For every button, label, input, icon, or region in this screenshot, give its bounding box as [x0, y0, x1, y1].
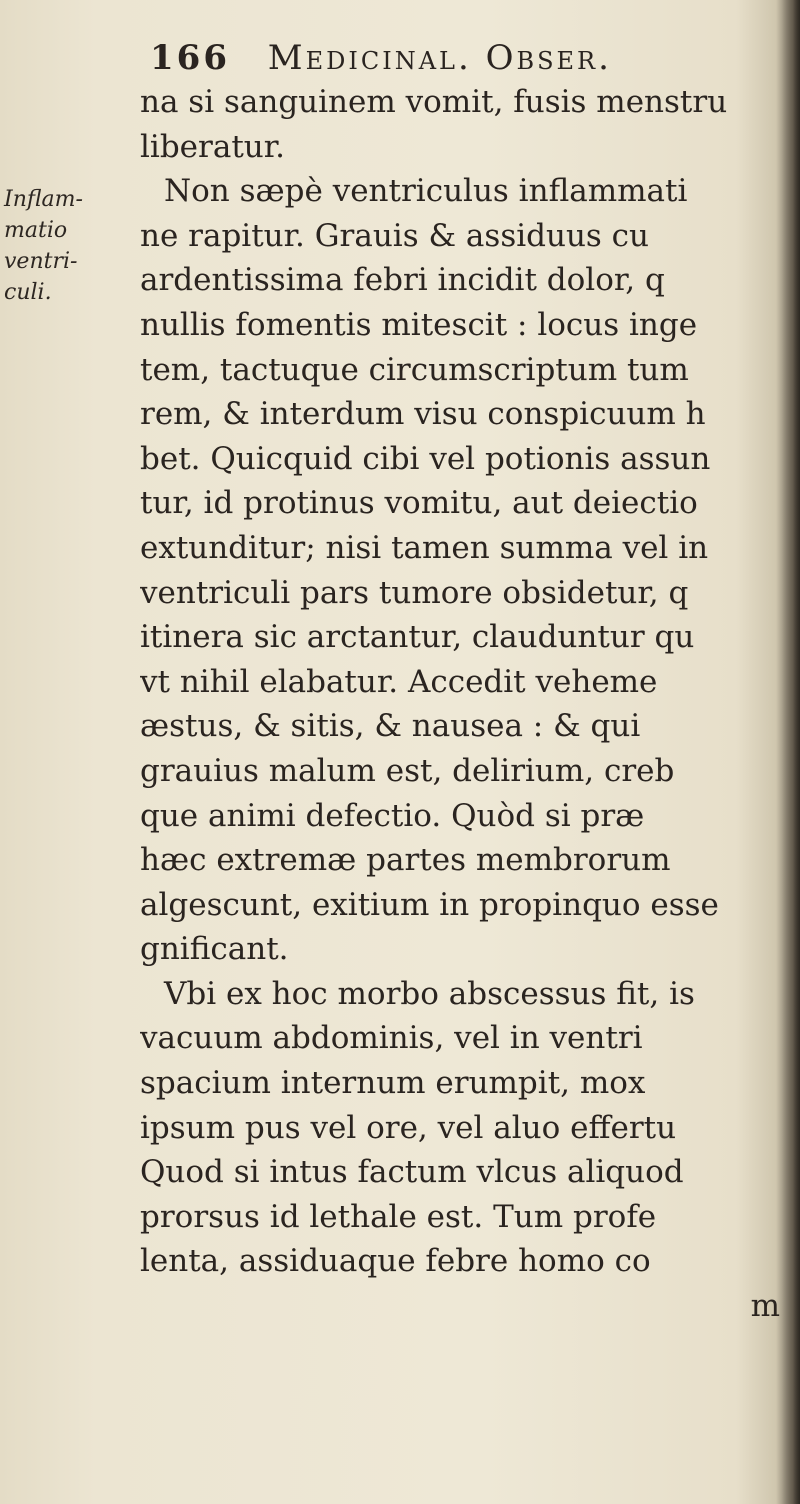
text-line: na si sanguinem vomit, fusis menstru	[140, 84, 728, 120]
paragraph-start-line: Non sæpè ventriculus inflammati	[164, 173, 688, 210]
text-line: hæc extremæ partes membrorum	[140, 842, 671, 879]
body-text	[140, 80, 780, 1329]
text-line: itinera sic arctantur, clauduntur qu	[140, 619, 695, 656]
text-line: ventriculi pars tumore obsidetur, q	[140, 574, 689, 611]
text-line: æstus, & sitis, & nausea : & qui	[140, 708, 641, 745]
text-line: gnificant.	[140, 931, 289, 968]
text-line: que animi defectio. Quòd si præ	[140, 797, 645, 834]
catchword: m	[750, 1288, 780, 1325]
text-line: ne rapitur. Grauis & assiduus cu	[140, 217, 650, 254]
page-gutter-shadow	[782, 0, 800, 1504]
text-line: tem, tactuque circumscriptum tum	[140, 351, 689, 388]
text-line: extunditur; nisi tamen summa vel in	[140, 529, 709, 566]
text-line: ipsum pus vel ore, vel aluo effertu	[140, 1109, 677, 1146]
text-line: tur, id protinus vomitu, aut deiectio	[140, 485, 698, 522]
text-line: nullis fomentis mitescit : locus inge	[140, 306, 698, 343]
text-line: bet. Quicquid cibi vel potionis assun	[140, 440, 711, 477]
text-line: ardentissima febri incidit dolor, q	[140, 262, 665, 299]
paragraph-start-line: Vbi ex hoc morbo abscessus fit, is	[164, 975, 695, 1012]
text-line: spacium internum erumpit, mox	[140, 1065, 646, 1102]
text-line: lenta, assiduaque febre homo co	[140, 1243, 651, 1280]
page-header	[150, 38, 612, 78]
text-line: grauius malum est, delirium, creb	[140, 752, 675, 789]
margin-note: Inflam- matio ventri- culi.	[4, 187, 83, 305]
text-line: rem, & interdum visu conspicuum h	[140, 396, 706, 433]
text-line: prorsus id lethale est. Tum profe	[140, 1198, 657, 1235]
text-line: vt nihil elabatur. Accedit veheme	[140, 663, 658, 700]
text-line: Quod si intus factum vlcus aliquod	[140, 1154, 684, 1191]
running-title: Medicinal. Obser.	[267, 38, 612, 78]
page-number: 166	[150, 38, 230, 78]
text-line: algescunt, exitium in propinquo esse	[140, 886, 719, 923]
text-line: liberatur.	[140, 128, 286, 165]
text-line: vacuum abdominis, vel in ventri	[140, 1020, 643, 1057]
